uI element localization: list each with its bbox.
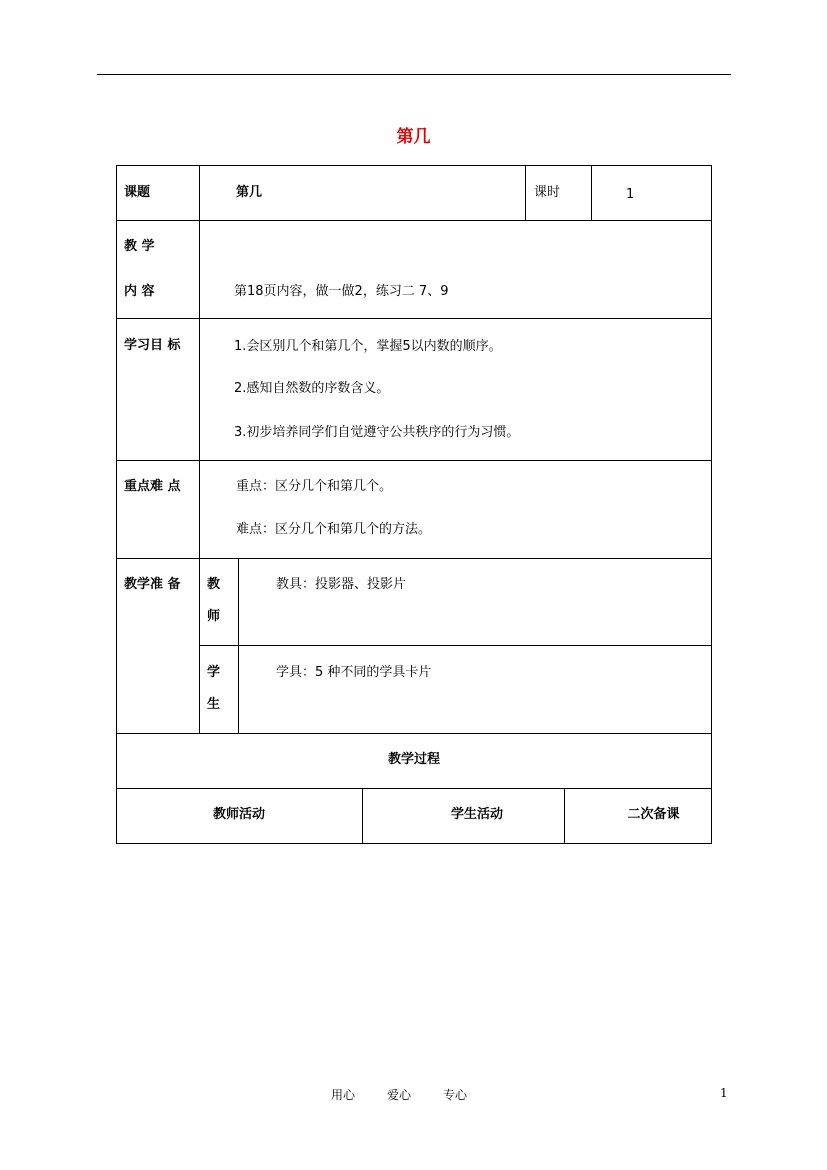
- goals-label: 学习目 标: [124, 338, 181, 353]
- column-student-activity: 学生活动: [450, 807, 503, 822]
- hours-label: 课时: [534, 185, 561, 200]
- topic-value: 第几: [236, 185, 263, 200]
- table-rule: [116, 558, 712, 559]
- table-rule: [199, 165, 200, 733]
- teacher-label: 师: [207, 609, 221, 624]
- table-rule: [116, 733, 712, 734]
- student-tools: 学具：5 种不同的学具卡片: [276, 665, 432, 680]
- header-rule: [97, 74, 731, 75]
- table-rule: [199, 645, 712, 646]
- teacher-tools: 教具：投影器、投影片: [276, 577, 407, 592]
- goal-item: 1.会区别几个和第几个，掌握5以内数的顺序。: [234, 339, 502, 354]
- table-rule: [238, 558, 239, 733]
- preparation-label: 教学准 备: [124, 577, 181, 592]
- table-rule: [116, 788, 712, 789]
- table-rule: [116, 220, 712, 221]
- column-second-prep: 二次备课: [627, 807, 680, 822]
- goal-item: 2.感知自然数的序数含义。: [234, 381, 390, 396]
- footer-item: 专心: [443, 1088, 468, 1102]
- table-border-right: [711, 165, 712, 843]
- goal-item: 3.初步培养同学们自觉遵守公共秩序的行为习惯。: [234, 425, 520, 440]
- footer-item: 爱心: [387, 1088, 412, 1102]
- hours-value: 1: [626, 187, 635, 202]
- column-teacher-activity: 教师活动: [212, 807, 265, 822]
- table-rule: [525, 165, 526, 220]
- table-rule: [116, 460, 712, 461]
- content-value: 第18页内容，做一做2，练习二 7、9: [234, 284, 449, 299]
- content-label-line2: 内 容: [124, 284, 155, 299]
- student-label: 学: [207, 665, 221, 680]
- topic-label: 课题: [124, 185, 151, 200]
- teacher-label: 教: [207, 577, 221, 592]
- table-rule: [116, 318, 712, 319]
- difficulty-text: 难点：区分几个和第几个的方法。: [236, 522, 432, 537]
- table-border-left: [116, 165, 117, 843]
- key-point-text: 重点：区分几个和第几个。: [236, 479, 393, 494]
- table-border-bottom: [116, 843, 712, 844]
- page-number: 1: [720, 1086, 728, 1100]
- student-label: 生: [207, 697, 221, 712]
- content-label-line1: 教 学: [124, 239, 155, 254]
- process-header: 教学过程: [387, 752, 440, 767]
- table-rule: [362, 788, 363, 843]
- table-rule: [591, 165, 592, 220]
- table-border-top: [116, 165, 712, 166]
- footer-item: 用心: [331, 1088, 356, 1102]
- page-title: 第几: [396, 127, 431, 147]
- key-points-label: 重点难 点: [124, 479, 181, 494]
